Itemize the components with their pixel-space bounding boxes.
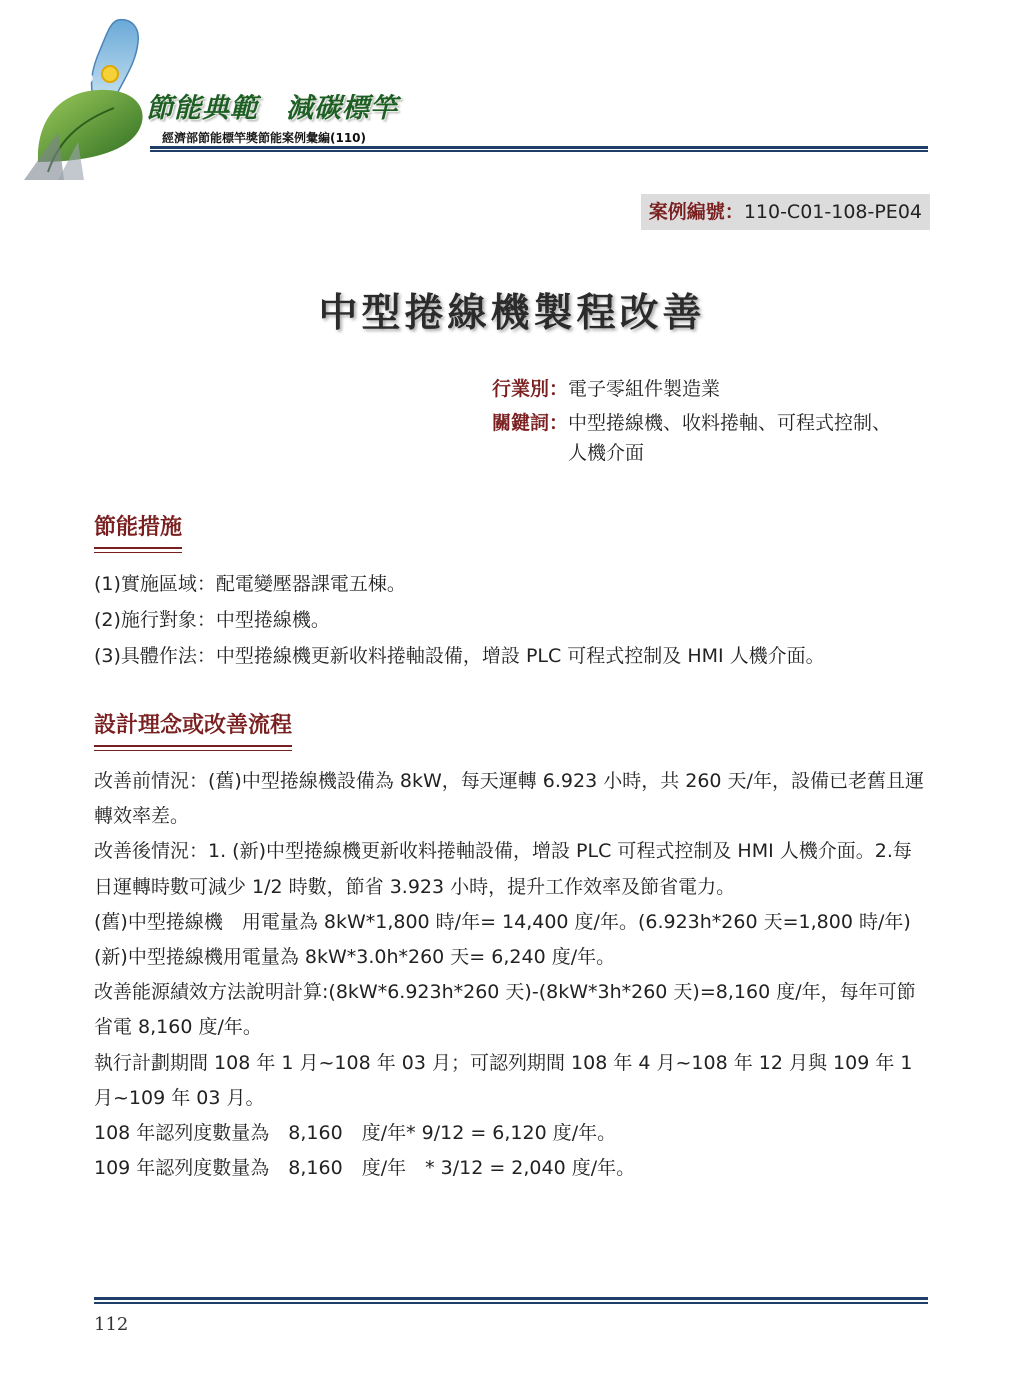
case-number-label: 案例編號： (648, 201, 744, 223)
case-meta (492, 374, 942, 472)
case-number-box (641, 194, 930, 230)
industry-value: 電子零組件製造業 (568, 378, 721, 400)
paragraph: 109 年認列度數量為 8,160 度/年 * 3/12 = 2,040 度/年。 (94, 1157, 636, 1180)
paragraph: 執行計劃期間 108 年 1 月~108 年 03 月；可認列期間 108 年 4 月~108 年 12 月與 109 年 1 月~109 年 03 月。 (94, 1051, 913, 1109)
section-heading-measures: 節能措施 (94, 510, 182, 549)
footer-divider (94, 1297, 928, 1304)
paragraph: 改善前情況：(舊)中型捲線機設備為 8kW，每天運轉 6.923 小時，共 260 天/年，設備已老舊且運轉效率差。 (94, 770, 924, 828)
paragraph: (舊)中型捲線機 用電量為 8kW*1,800 時/年= 14,400 度/年。(6.923h*260 天=1,800 時/年) (94, 910, 911, 933)
keywords-row (492, 408, 942, 468)
paragraph: 108 年認列度數量為 8,160 度/年* 9/12 = 6,120 度/年。 (94, 1122, 617, 1145)
case-number-value: 110-C01-108-PE04 (743, 201, 922, 223)
design-body (94, 764, 930, 1186)
page-title: 中型捲線機製程改善 (318, 291, 706, 336)
section-heading-design: 設計理念或改善流程 (94, 708, 292, 747)
industry-label: 行業別： (492, 378, 569, 400)
paragraph: 改善能源績效方法說明計算:(8kW*6.923h*260 天)-(8kW*3h*260 天)=8,160 度/年，每年可節省電 8,160 度/年。 (94, 981, 916, 1039)
industry-row (492, 374, 942, 404)
keywords-label: 關鍵詞： (492, 412, 569, 434)
paragraph: 改善後情況：1. (新)中型捲線機更新收料捲軸設備，增設 PLC 可程式控制及 HMI 人機介面。2.每日運轉時數可減少 1/2 時數，節省 3.923 小時，提升工作效率及節省電力。 (94, 840, 912, 898)
page-number: 112 (94, 1314, 129, 1335)
brand-subtitle: 經濟部節能標竿獎節能案例彙編(110) (162, 131, 367, 145)
list-item: (1)實施區域：配電變壓器課電五棟。 (94, 573, 406, 595)
measures-list (94, 566, 944, 674)
header-divider (150, 146, 928, 152)
keywords-value: 中型捲線機、收料捲軸、可程式控制、人機介面 (568, 412, 892, 464)
list-item: (3)具體作法：中型捲線機更新收料捲軸設備，增設 PLC 可程式控制及 HMI 人機介面。 (94, 645, 825, 667)
list-item: (2)施行對象：中型捲線機。 (94, 609, 330, 631)
paragraph: (新)中型捲線機用電量為 8kW*3.0h*260 天= 6,240 度/年。 (94, 946, 616, 969)
brand-title: 節能典範 減碳標竿 (146, 93, 398, 124)
